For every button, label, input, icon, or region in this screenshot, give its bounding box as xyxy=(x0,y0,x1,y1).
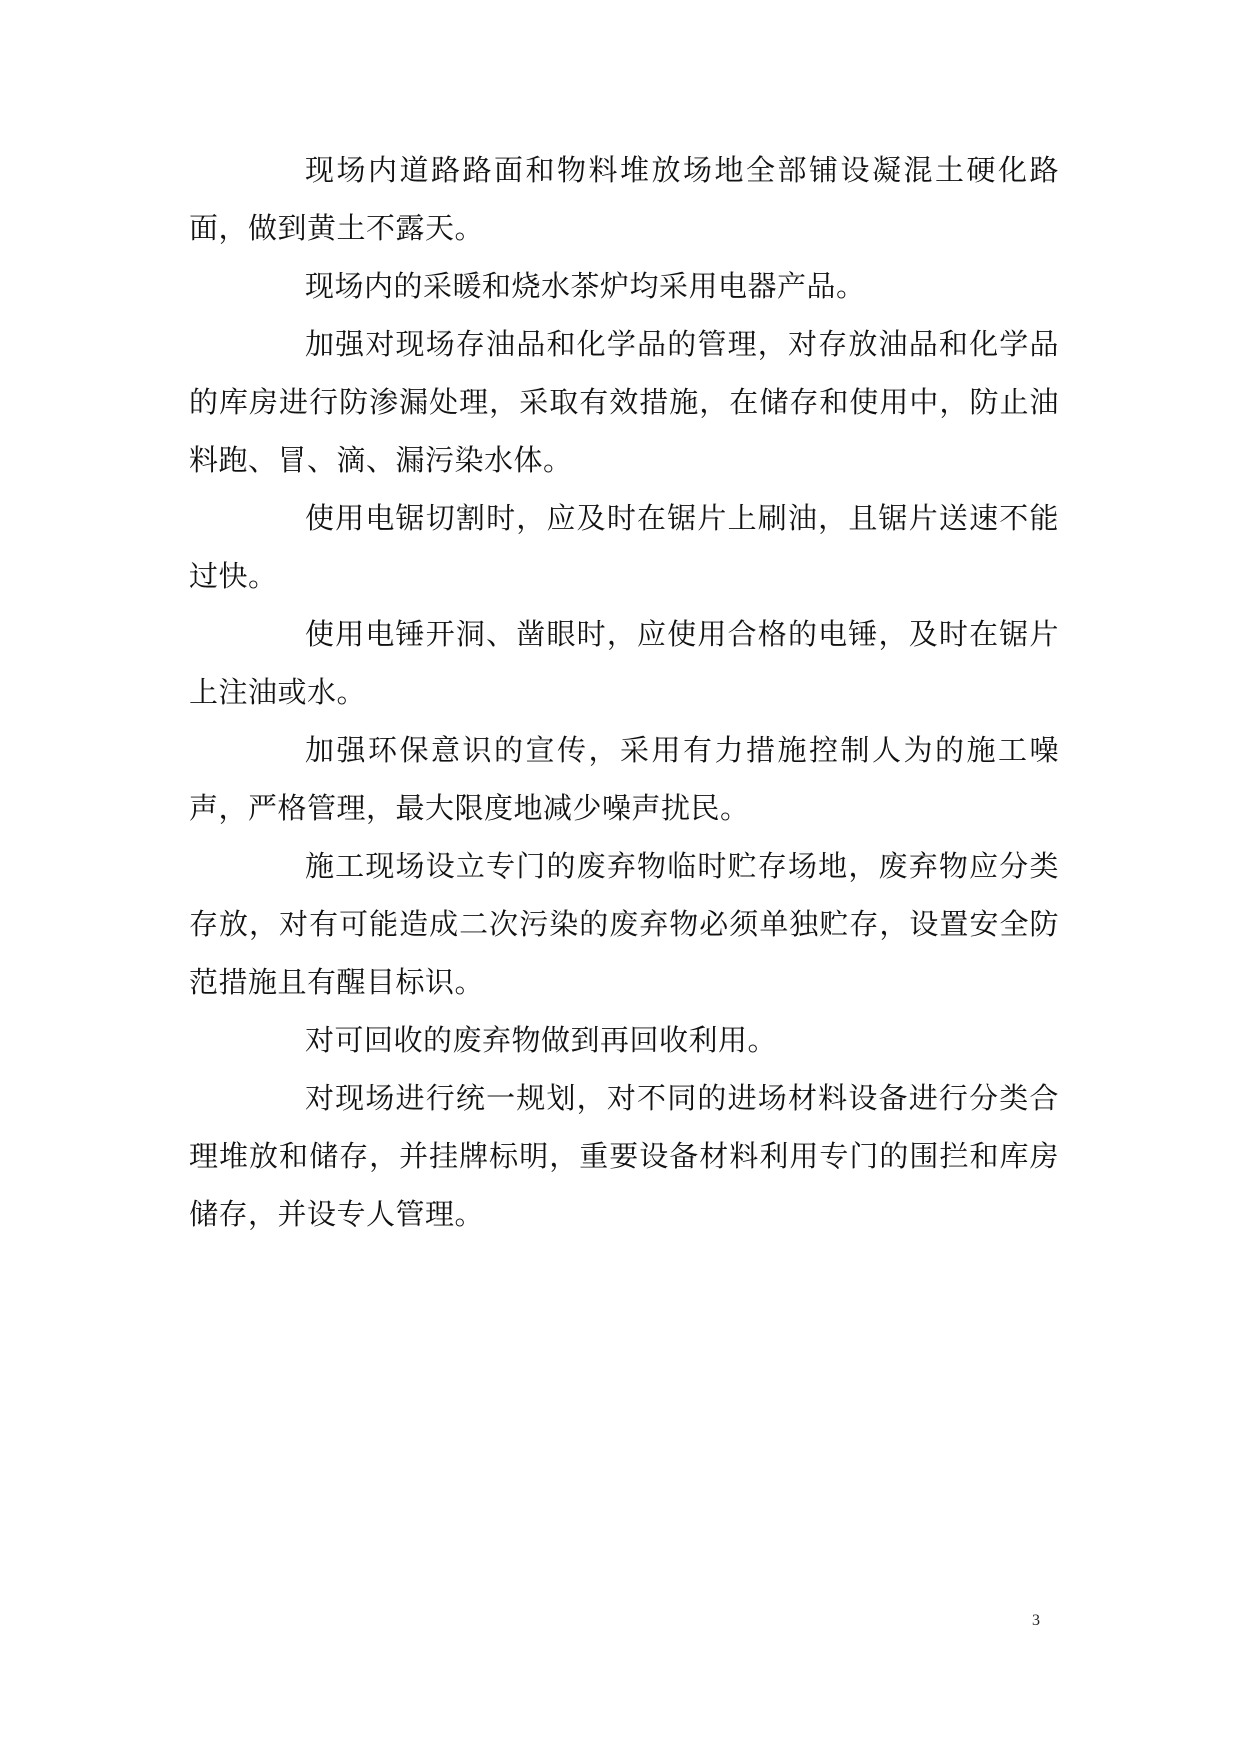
paragraph-electric-saw: 使用电锯切割时，应及时在锯片上刷油，且锯片送速不能过快。 xyxy=(189,501,1059,593)
page-number: 3 xyxy=(1032,1612,1040,1629)
paragraph-noise-control: 加强环保意识的宣传，采用有力措施控制人为的施工噪声，严格管理，最大限度地减少噪声扰民。 xyxy=(189,733,1059,825)
paragraph-recycling: 对可回收的废弃物做到再回收利用。 xyxy=(305,1023,778,1057)
paragraph-site-planning: 对现场进行统一规划，对不同的进场材料设备进行分类合理堆放和储存，并挂牌标明，重要设备材料利用专门的围拦和库房储存，并设专人管理。 xyxy=(189,1081,1059,1231)
document-body xyxy=(189,141,1059,1243)
paragraph-waste-storage: 施工现场设立专门的废弃物临时贮存场地，废弃物应分类存放，对有可能造成二次污染的废弃物必须单独贮存，设置安全防范措施且有醒目标识。 xyxy=(189,849,1059,999)
paragraph-heating: 现场内的采暖和烧水茶炉均采用电器产品。 xyxy=(305,269,866,303)
paragraph-electric-hammer: 使用电锤开洞、凿眼时，应使用合格的电锤，及时在锯片上注油或水。 xyxy=(189,617,1059,709)
paragraph-oil-chemicals: 加强对现场存油品和化学品的管理，对存放油品和化学品的库房进行防渗漏处理，采取有效措施，在储存和使用中，防止油料跑、冒、滴、漏污染水体。 xyxy=(189,327,1059,477)
paragraph-road-paving: 现场内道路路面和物料堆放场地全部铺设凝混土硬化路面，做到黄土不露天。 xyxy=(189,153,1059,245)
